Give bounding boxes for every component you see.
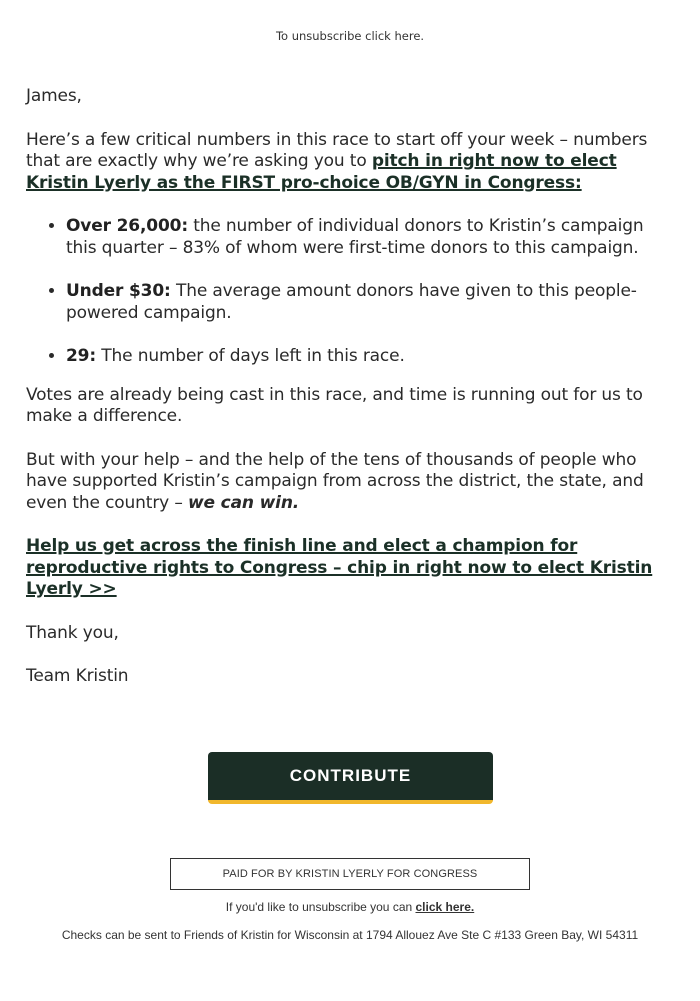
email-body [26, 86, 678, 710]
intro-paragraph [26, 130, 678, 195]
help-emphasis: we can win. [187, 492, 300, 513]
unsubscribe-prefix: If you'd like to unsubscribe you can [225, 900, 416, 914]
paid-for-disclaimer: PAID FOR BY KRISTIN LYERLY FOR CONGRESS [170, 858, 530, 890]
contribute-button-wrap [208, 752, 493, 804]
thanks-text: Thank you, [26, 622, 119, 643]
stat-text: the number of individual donors to Kristin’s campaign this quarter – 83% of whom were first-time donors to this campaign. [66, 216, 644, 258]
list-item [66, 346, 678, 368]
votes-paragraph: Votes are already being cast in this race, and time is running out for us to make a difference. [26, 384, 643, 426]
mailing-address: Checks can be sent to Friends of Kristin for Wisconsin at 1794 Allouez Ave Ste C #133 Green Bay, WI 54311 [61, 928, 639, 942]
pitch-in-link[interactable]: pitch in right now to elect Kristin Lyerly as the FIRST pro-choice OB/GYN in Congress: [26, 151, 617, 193]
top-unsubscribe-link[interactable]: To unsubscribe click here. [275, 29, 425, 43]
stat-label: Under $30: [66, 281, 171, 301]
chip-in-link[interactable]: Help us get across the finish line and elect a champion for reproductive rights to Congress – chip in right now to elect Kristin Lyerly >> [26, 536, 653, 599]
list-item [66, 216, 678, 259]
stat-label: 29: [66, 346, 97, 366]
help-text: But with your help – and the help of the tens of thousands of people who have supported Kristin’s campaign from across the district, the state, and even the country – [26, 449, 644, 513]
intro-text: Here’s a few critical numbers in this race to start off your week – numbers that are exactly why we’re asking you to [26, 129, 648, 171]
stat-text: The number of days left in this race. [96, 346, 405, 366]
unsubscribe-link[interactable]: click here. [415, 900, 475, 914]
stat-text: The average amount donors have given to this people-powered campaign. [66, 281, 637, 323]
list-item [66, 281, 678, 324]
footer-unsubscribe [0, 900, 700, 914]
signature: Team Kristin [26, 666, 129, 686]
help-paragraph [26, 450, 678, 515]
greeting: James, [26, 86, 82, 106]
contribute-button[interactable]: CONTRIBUTE [208, 752, 493, 804]
cta-paragraph [26, 536, 678, 601]
stats-list [26, 216, 678, 368]
stat-label: Over 26,000: [66, 216, 188, 236]
